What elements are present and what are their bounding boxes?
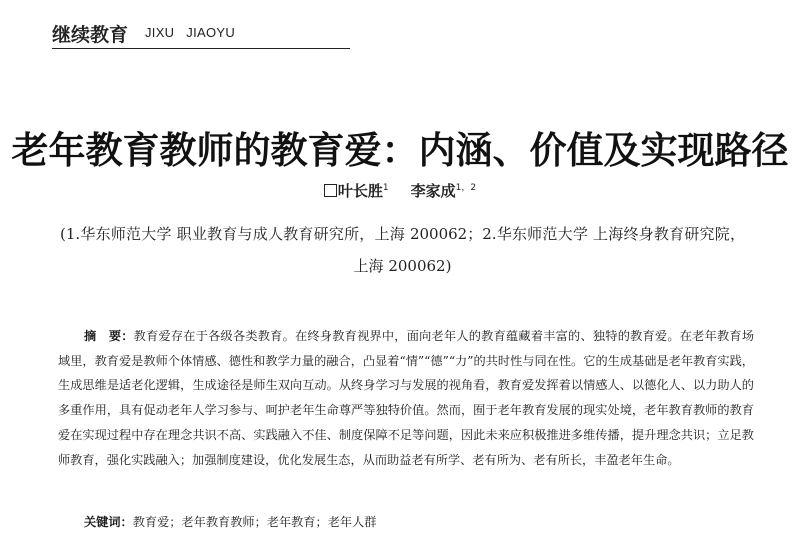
author-affiliation-mark: 1，2	[455, 183, 477, 193]
abstract	[58, 324, 754, 472]
article-title: 老年教育教师的教育爱：内涵、价值及实现路径	[11, 128, 789, 172]
section-name-pinyin: JIXU JIAOYU	[145, 25, 236, 40]
abstract-label: 摘 要：	[84, 329, 134, 343]
journal-section-header	[52, 20, 350, 49]
keywords-text: 教育爱；老年教育教师；老年教育；老年人群	[132, 515, 377, 529]
author-box-icon	[324, 184, 337, 197]
author-affiliation-mark: 1	[382, 183, 389, 193]
author-name: 李家成	[410, 182, 456, 200]
author-name: 叶长胜	[337, 182, 383, 200]
section-name-chinese: 继续教育	[52, 24, 129, 46]
abstract-text: 教育爱存在于各级各类教育。在终身教育视界中，面向老年人的教育蕴藏着丰富的、独特的教育爱。在老年教育场域里，教育爱是教师个体情感、德性和教学力量的融合，凸显着“情”“德”“力”的共时性与同在性。它的生成基础是老年教育实践，生成思维是适老化逻辑，生成途径是师生双向互动。从终身学习与发展的视角看，教育爱发挥着以情感人、以德化人、以力助人的多重作用，具有促动老年人学习参与、呵护老年生命尊严等独特价值。然而，囿于老年教育发展的现实处境，老年教育教师的教育爱在实现过程中存在理念共识不高、实践融入不佳、制度保障不足等问题，因此未来应积极推进多维传播，提升理念共识；立足教师教育，强化实践融入；加强制度建设，优化发展生态，从而助益老有所学、老有所为、老有所长，丰盈老年生命。	[58, 329, 755, 467]
author-affiliations: (1.华东师范大学 职业教育与成人教育研究所，上海 200062；2.华东师范大学 上海终身教育研究院，上海 200062)	[60, 225, 745, 275]
keywords	[84, 511, 377, 533]
author-line	[0, 180, 800, 201]
keywords-label: 关键词：	[84, 515, 133, 529]
